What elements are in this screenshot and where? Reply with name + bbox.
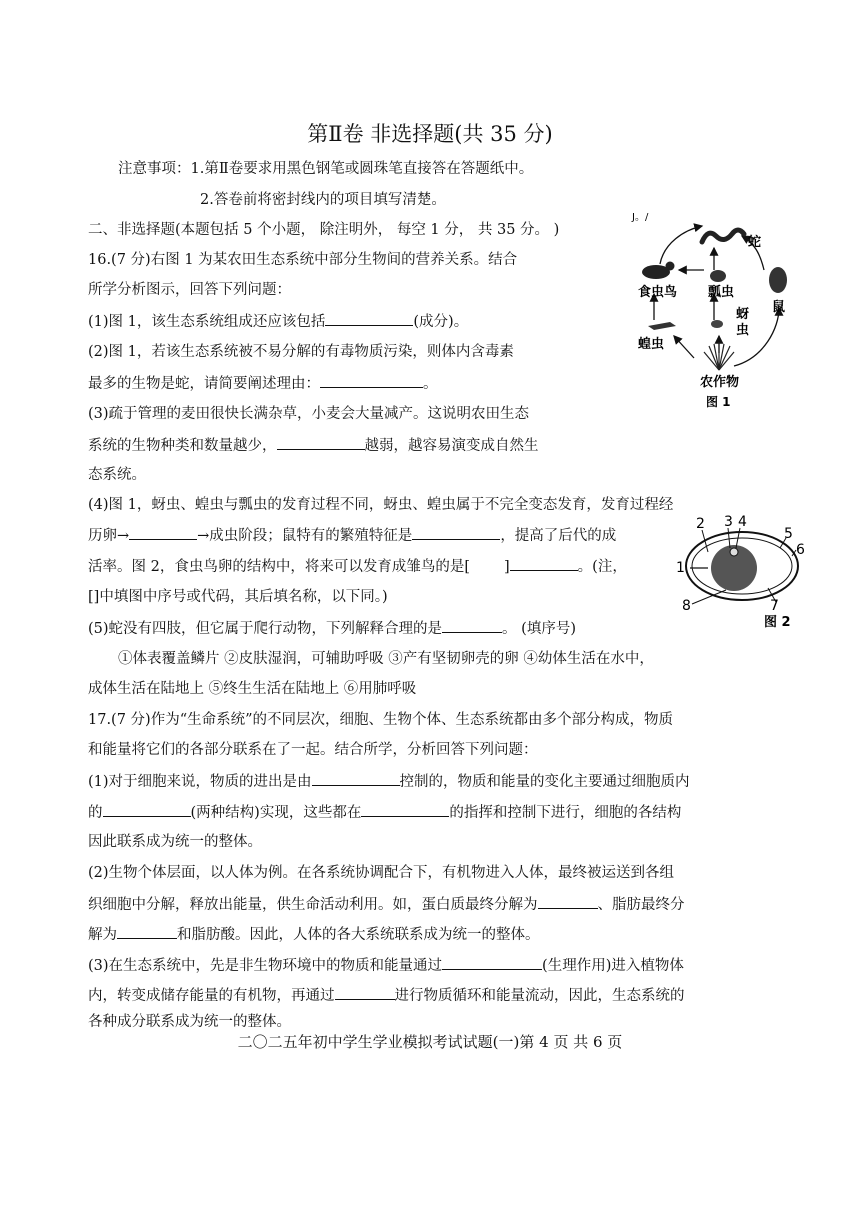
q16-part1	[88, 311, 468, 332]
label-bird: 食虫鸟	[638, 285, 678, 300]
label-ladybug: 瓢虫	[708, 285, 735, 300]
q17-part2-a: (2)生物个体层面，以人体为例。在各系统协调配合下，有机物进入人体，最终被运送到各组	[88, 865, 675, 881]
q16-part4-b	[88, 525, 616, 546]
q16-answer-blank-1[interactable]	[325, 311, 413, 326]
q16-part2-text-c: 。	[423, 376, 438, 392]
q16-part3-text-b: 系统的生物种类和数量越少，	[88, 438, 277, 454]
notes-line-2: 2.答卷前将密封线内的项目填写清楚。	[200, 192, 446, 208]
q17-part1-text-b: 控制的，物质和能量的变化主要通过细胞质内	[399, 774, 690, 790]
q17-part1-text-e: 的指挥和控制下进行，细胞的各结构	[449, 805, 682, 821]
q17-part1-b	[88, 802, 681, 823]
section-header: 二、非选择题(本题包括 5 个小题， 除注明外， 每空 1 分， 共 35 分。 )	[88, 222, 560, 238]
q16-part5-text-b: 。 (填序号)	[502, 621, 576, 637]
q17-part1-f: 因此联系成为统一的整体。	[88, 834, 262, 850]
q17-part2-text-d: 解为	[88, 927, 117, 943]
label-5: 5	[784, 526, 793, 542]
q17-answer-blank-3[interactable]	[361, 802, 449, 817]
figure-2-bird-egg	[668, 512, 808, 632]
q17-intro-b: 和能量将它们的各部分联系在了一起。结合所学，分析回答下列问题：	[88, 742, 538, 758]
germinal-disc	[730, 548, 738, 556]
label-6: 6	[796, 542, 805, 558]
q17-part3-c	[88, 985, 685, 1006]
q17-answer-blank-7[interactable]	[335, 985, 395, 1000]
q17-answer-blank-2[interactable]	[103, 802, 191, 817]
q16-answer-blank-7[interactable]	[442, 618, 502, 633]
figure-2-caption: 图 2	[764, 615, 791, 630]
notes-line-1: 注意事项：1.第Ⅱ卷要求用黑色钢笔或圆珠笔直接答在答题纸中。	[118, 161, 534, 177]
q17-part1-a	[88, 771, 690, 792]
figure-1-caption: 图 1	[706, 395, 731, 409]
q17-part3-text-c: 内，转变成储存能量的有机物，再通过	[88, 988, 335, 1004]
q16-part4-text-b3: ，提高了后代的成	[500, 528, 617, 544]
label-crop: 农作物	[700, 375, 740, 390]
q16-intro-a: 16.(7 分)右图 1 为某农田生态系统中部分生物间的营养关系。结合	[88, 252, 518, 268]
snake-icon	[702, 230, 744, 242]
q16-answer-blank-5[interactable]	[412, 525, 500, 540]
mouse-icon	[769, 267, 787, 293]
q16-options-b: 成体生活在陆地上 ⑤终生生活在陆地上 ⑥用肺呼吸	[88, 681, 417, 697]
q17-answer-blank-1[interactable]	[312, 771, 400, 786]
q16-part4-c	[88, 556, 627, 577]
q16-part5	[88, 618, 576, 639]
q16-part3-d: 态系统。	[88, 467, 146, 483]
q17-intro-a: 17.(7 分)作为“生命系统”的不同层次，细胞、生物个体、生态系统都由多个部分构成，物质	[88, 712, 674, 728]
q16-answer-blank-6[interactable]	[510, 556, 578, 571]
q17-part2-d	[88, 924, 540, 945]
q17-part3-text-a: (3)在生态系统中，先是非生物环境中的物质和能量通过	[88, 958, 443, 974]
q16-part1-text-b: (成分)。	[413, 314, 469, 330]
label-1: 1	[676, 560, 685, 576]
q16-part3-text-c: 越弱，越容易演变成自然生	[364, 438, 539, 454]
q17-answer-blank-6[interactable]	[442, 955, 542, 970]
locust-icon	[648, 322, 676, 330]
q16-options-a: ①体表覆盖鳞片 ②皮肤湿润，可辅助呼吸 ③产有坚韧卵壳的卵 ④幼体生活在水中，	[118, 651, 654, 667]
label-8: 8	[682, 598, 691, 614]
page-title: 第Ⅱ卷 非选择题(共 35 分)	[307, 122, 553, 146]
q16-part4-a: (4)图 1，蚜虫、蝗虫与瓢虫的发育过程不同，蚜虫、蝗虫属于不完全变态发育，发育过程经	[88, 497, 674, 513]
q16-part3-b	[88, 435, 539, 456]
q17-part3-a	[88, 955, 684, 976]
aphid-icon	[711, 320, 723, 328]
q16-part2-a: (2)图 1，若该生态系统被不易分解的有毒物质污染，则体内含毒素	[88, 344, 514, 360]
q16-intro-b: 所学分析图示，回答下列问题：	[88, 282, 291, 298]
q16-part4-text-b2: →成虫阶段；鼠特有的繁殖特征是	[197, 528, 413, 544]
q16-part5-text-a: (5)蛇没有四肢，但它属于爬行动物，下列解释合理的是	[88, 621, 443, 637]
q17-part1-text-c: 的	[88, 805, 103, 821]
q17-answer-blank-5[interactable]	[117, 924, 177, 939]
q17-part2-b	[88, 894, 685, 915]
q16-part4-text-c1: 活率。图 2，食虫鸟卵的结构中，将来可以发育成雏鸟的是[	[88, 559, 470, 575]
label-2: 2	[696, 516, 705, 532]
q16-part4-text-c2: ]	[504, 559, 510, 575]
q16-part4-d: []中填图中序号或代码，其后填名称，以下同。)	[88, 589, 388, 605]
label-aphid-1: 蚜	[736, 307, 750, 322]
label-mouse: 鼠	[772, 300, 786, 315]
q16-answer-blank-3[interactable]	[277, 435, 365, 450]
q16-part3-a: (3)疏于管理的麦田很快长满杂草，小麦会大量减产。这说明农田生态	[88, 406, 530, 422]
q16-part2-text-b: 最多的生物是蛇，请简要阐述理由：	[88, 376, 320, 392]
crop-icon	[704, 342, 734, 370]
arrow-crop-to-locust	[674, 336, 694, 358]
figure-1-corner-mark: J。/	[632, 212, 649, 223]
arrow-bird-to-snake	[660, 226, 702, 264]
q16-answer-blank-2[interactable]	[320, 373, 423, 388]
q17-part1-text-a: (1)对于细胞来说，物质的进出是由	[88, 774, 312, 790]
figure-1-food-web	[624, 208, 814, 418]
q17-part2-text-b: 织细胞中分解，释放出能量，供生命活动利用。如，蛋白质最终分解为	[88, 897, 538, 913]
q16-part4-text-c3: 。(注，	[577, 559, 627, 575]
q17-answer-blank-4[interactable]	[538, 894, 598, 909]
q17-part3-text-d: 进行物质循环和能量流动，因此，生态系统的	[394, 988, 685, 1004]
q17-part2-text-e: 和脂肪酸。因此，人体的各大系统联系成为统一的整体。	[177, 927, 540, 943]
q16-answer-blank-4[interactable]	[129, 525, 197, 540]
label-snake: 蛇	[748, 235, 762, 250]
q17-part2-text-c: 、脂肪最终分	[597, 897, 685, 913]
q17-part3-text-b: (生理作用)进入植物体	[542, 958, 684, 974]
page-footer: 二〇二五年初中学生学业模拟考试试题(一)第 4 页 共 6 页	[237, 1033, 623, 1051]
q17-part3-e: 各种成分联系成为统一的整体。	[88, 1014, 291, 1030]
label-locust: 蝗虫	[638, 337, 665, 352]
ladybug-icon	[710, 270, 726, 282]
bird-head	[666, 262, 675, 271]
q16-part1-text-a: (1)图 1，该生态系统组成还应该包括	[88, 314, 326, 330]
label-aphid-2: 虫	[736, 323, 750, 338]
label-7: 7	[770, 598, 779, 614]
q16-part2-b	[88, 373, 438, 394]
q16-part4-text-b1: 历卵→	[88, 528, 130, 544]
q17-part1-text-d: (两种结构)实现，这些都在	[190, 805, 362, 821]
label-4: 4	[738, 514, 747, 530]
label-3: 3	[724, 514, 733, 530]
pointer-3	[728, 528, 730, 548]
